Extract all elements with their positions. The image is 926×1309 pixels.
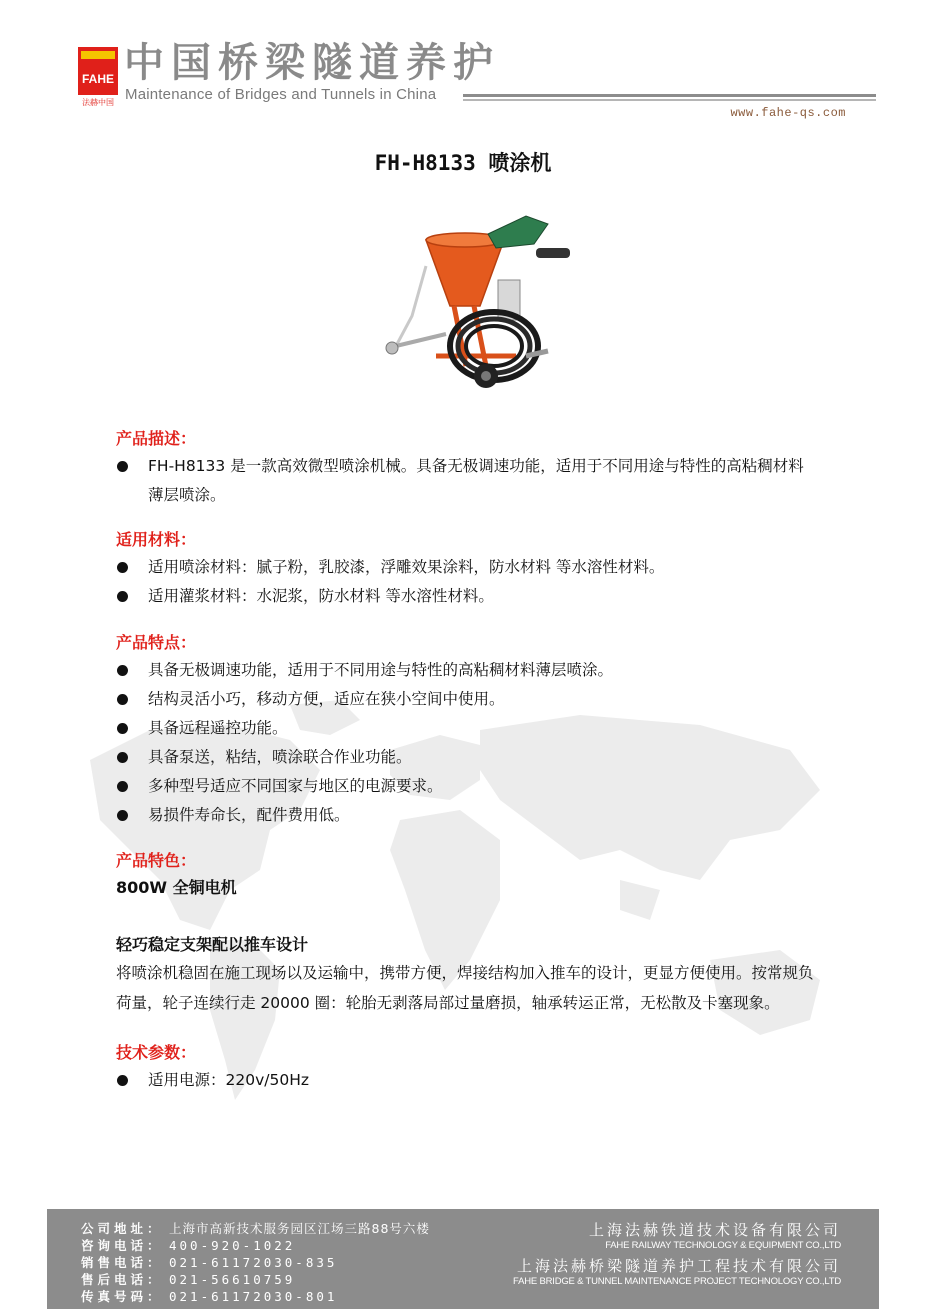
company-names [513,1221,841,1288]
stand-design-title: 轻巧稳定支架配以推车设计 [116,935,309,954]
company2-cn: 上海法赫桥梁隧道养护工程技术有限公司 [516,1257,841,1275]
company2-en: FAHE BRIDGE & TUNNEL MAINTENANCE PROJECT TECHNOLOGY CO.,LTD [513,1276,841,1287]
list-item: 结构灵活小巧，移动方便，适应在狭小空间中使用。 [116,685,816,714]
content-body [116,428,816,1095]
footer-contact-bar [47,1209,879,1309]
list-item: 适用灌浆材料：水泥浆，防水材料 等水溶性材料。 [116,582,816,611]
list-item: FH-H8133 是一款高效微型喷涂机械。具备无极调速功能，适用于不同用途与特性的高粘稠材料薄层喷涂。 [116,452,816,510]
specs-heading: 技术参数： [116,1043,197,1062]
brand-title-en: Maintenance of Bridges and Tunnels in China [125,86,437,103]
contact-row: 公司地址： 上海市高新技术服务园区江场三路88号六楼 [81,1221,430,1236]
company1-en: FAHE RAILWAY TECHNOLOGY & EQUIPMENT CO.,LTD [605,1240,841,1251]
fahe-logo [78,43,118,107]
logo-text: FAHE [81,72,115,86]
website-link[interactable]: www.fahe-qs.com [730,106,846,120]
contact-row: 咨询电话： 400-920-1022 [81,1238,296,1253]
contact-row: 售后电话： 021-56610759 [81,1272,296,1287]
materials-heading: 适用材料： [116,530,197,549]
list-item: 易损件寿命长，配件费用低。 [116,801,816,830]
highlights-heading: 产品特色： [116,851,197,870]
spray-machine-photo [376,206,582,400]
bullet-icon [117,810,128,821]
list-item: 适用喷涂材料：腻子粉，乳胶漆，浮雕效果涂料，防水材料 等水溶性材料。 [116,553,816,582]
list-item: 具备远程遥控功能。 [116,714,816,743]
bullet-icon [117,694,128,705]
logo-caption: 法赫中国 [82,98,114,107]
contact-row: 销售电话： 021-61172030-835 [81,1255,338,1270]
header-rule [463,94,876,97]
list-item: 具备泵送，粘结，喷涂联合作业功能。 [116,743,816,772]
features-heading: 产品特点： [116,633,197,652]
header-rule-thin [463,99,876,101]
bullet-icon [117,781,128,792]
brand-title-cn: 中国桥梁隧道养护 [124,40,500,86]
bullet-icon [117,591,128,602]
stand-design-text: 将喷涂机稳固在施工现场以及运输中，携带方便，焊接结构加入推车的设计，更显方便使用。按常规负荷量，轮子连续行走 20000 圈：轮胎无剥落局部过量磨损，轴承转运正常，无松散及卡塞现象。 [116,964,814,1012]
bullet-icon [117,752,128,763]
description-heading: 产品描述： [116,429,197,448]
motor-highlight: 800W 全铜电机 [116,878,237,897]
list-item: 具备无极调速功能，适用于不同用途与特性的高粘稠材料薄层喷涂。 [116,656,816,685]
bullet-icon [117,1075,128,1086]
bullet-icon [117,461,128,472]
contact-row: 传真号码： 021-61172030-801 [81,1289,338,1304]
page-title: FH-H8133 喷涂机 [374,151,552,175]
contact-list [81,1220,430,1305]
list-item: 多种型号适应不同国家与地区的电源要求。 [116,772,816,801]
list-item: 适用电源：220v/50Hz [116,1066,816,1095]
bullet-icon [117,723,128,734]
bullet-icon [117,562,128,573]
company1-cn: 上海法赫铁道技术设备有限公司 [588,1221,841,1239]
bullet-icon [117,665,128,676]
